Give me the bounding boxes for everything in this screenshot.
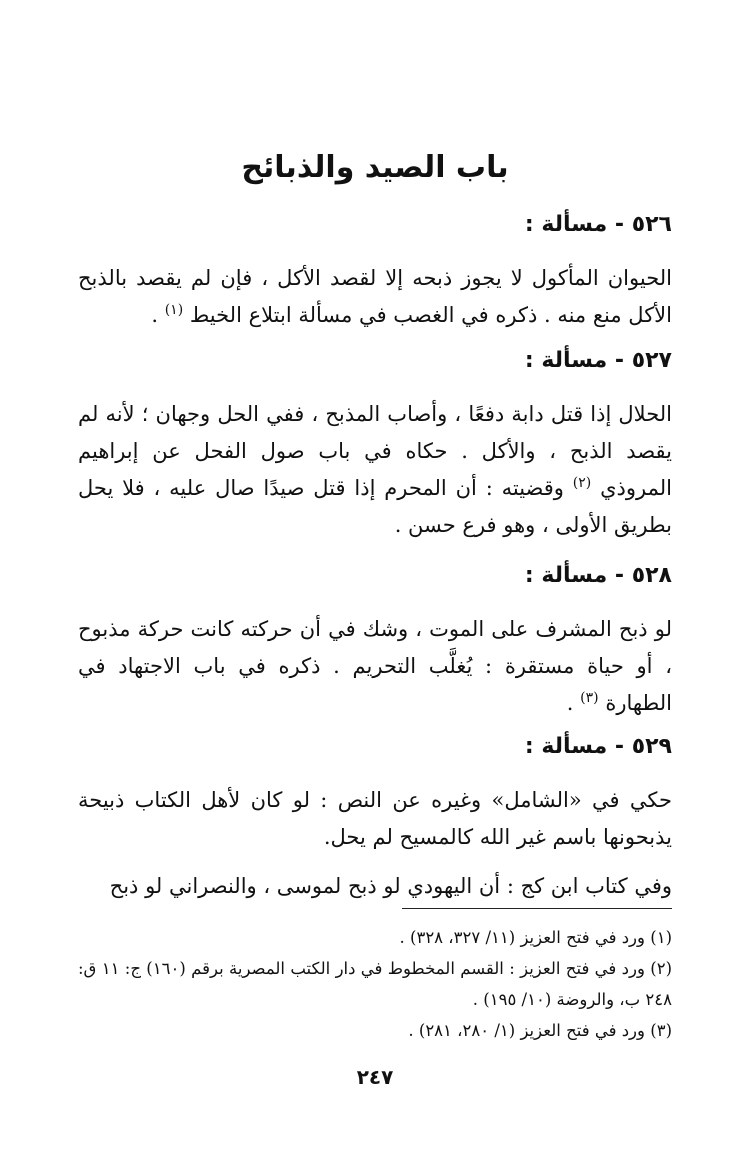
footnote-ref: (٢) <box>572 475 592 491</box>
issue-heading-526: ٥٢٦ - مسألة : <box>524 212 672 237</box>
issue-heading-527: ٥٢٧ - مسألة : <box>524 348 672 373</box>
footnote-divider <box>402 908 672 909</box>
issue-body-527 <box>78 396 672 544</box>
issue-text: الحيوان المأكول لا يجوز ذبحه إلا لقصد الأكل ، فإن لم يقصد بالذبح الأكل منع منه . ذكره في الغصب في مسألة ابتلاع الخيط <box>78 266 672 327</box>
issue-tail: . <box>151 303 165 327</box>
continuation-paragraph <box>78 868 672 905</box>
chapter-title: باب الصيد والذبائح <box>241 150 509 185</box>
issue-heading-529: ٥٢٩ - مسألة : <box>524 734 672 759</box>
issue-tail: . <box>566 691 581 715</box>
footnote-ref: (٣) <box>580 690 599 706</box>
footnote-3: (٣) ورد في فتح العزيز (١/ ٢٨٠، ٢٨١) . <box>408 1021 672 1040</box>
continuation-text: وفي كتاب ابن كج : أن اليهودي لو ذبح لموسى ، والنصراني لو ذبح <box>109 874 672 898</box>
issue-text: لو ذبح المشرف على الموت ، وشك في أن حركته كانت حركة مذبوح ، أو حياة مستقرة : يُغلَّب التحريم . ذكره في باب الاجتهاد في الطهارة <box>78 617 672 715</box>
footnote-ref: (١) <box>164 302 184 318</box>
page-number: ٢٤٧ <box>356 1065 394 1089</box>
issue-body-526 <box>78 260 672 334</box>
footnote-1: (١) ورد في فتح العزيز (١١/ ٣٢٧، ٣٢٨) . <box>399 928 672 947</box>
footnotes <box>78 922 672 1046</box>
issue-body-529 <box>78 782 672 856</box>
issue-body-528 <box>78 611 672 722</box>
issue-text: الحلال إذا قتل دابة دفعًا ، وأصاب المذبح ، ففي الحل وجهان ؛ لأنه لم يقصد الذبح ، والأكل . حكاه في باب صول الفحل عن إبراهيم المروذي <box>78 402 672 500</box>
issue-heading-528: ٥٢٨ - مسألة : <box>524 563 672 588</box>
issue-text: حكي في «الشامل» وغيره عن النص : لو كان لأهل الكتاب ذبيحة يذبحونها باسم غير الله كالمسيح لم يحل. <box>78 788 672 849</box>
issue-tail: وقضيته : أن المحرم إذا قتل صيدًا صال عليه ، فلا يحل بطريق الأولى ، وهو فرع حسن . <box>78 476 672 537</box>
footnote-2: (٢) ورد في فتح العزيز : القسم المخطوط في دار الكتب المصرية برقم (١٦٠) ج: ١١ ق: ٢٤٨ ب، والروضة (١٠/ ١٩٥) . <box>78 959 672 1009</box>
